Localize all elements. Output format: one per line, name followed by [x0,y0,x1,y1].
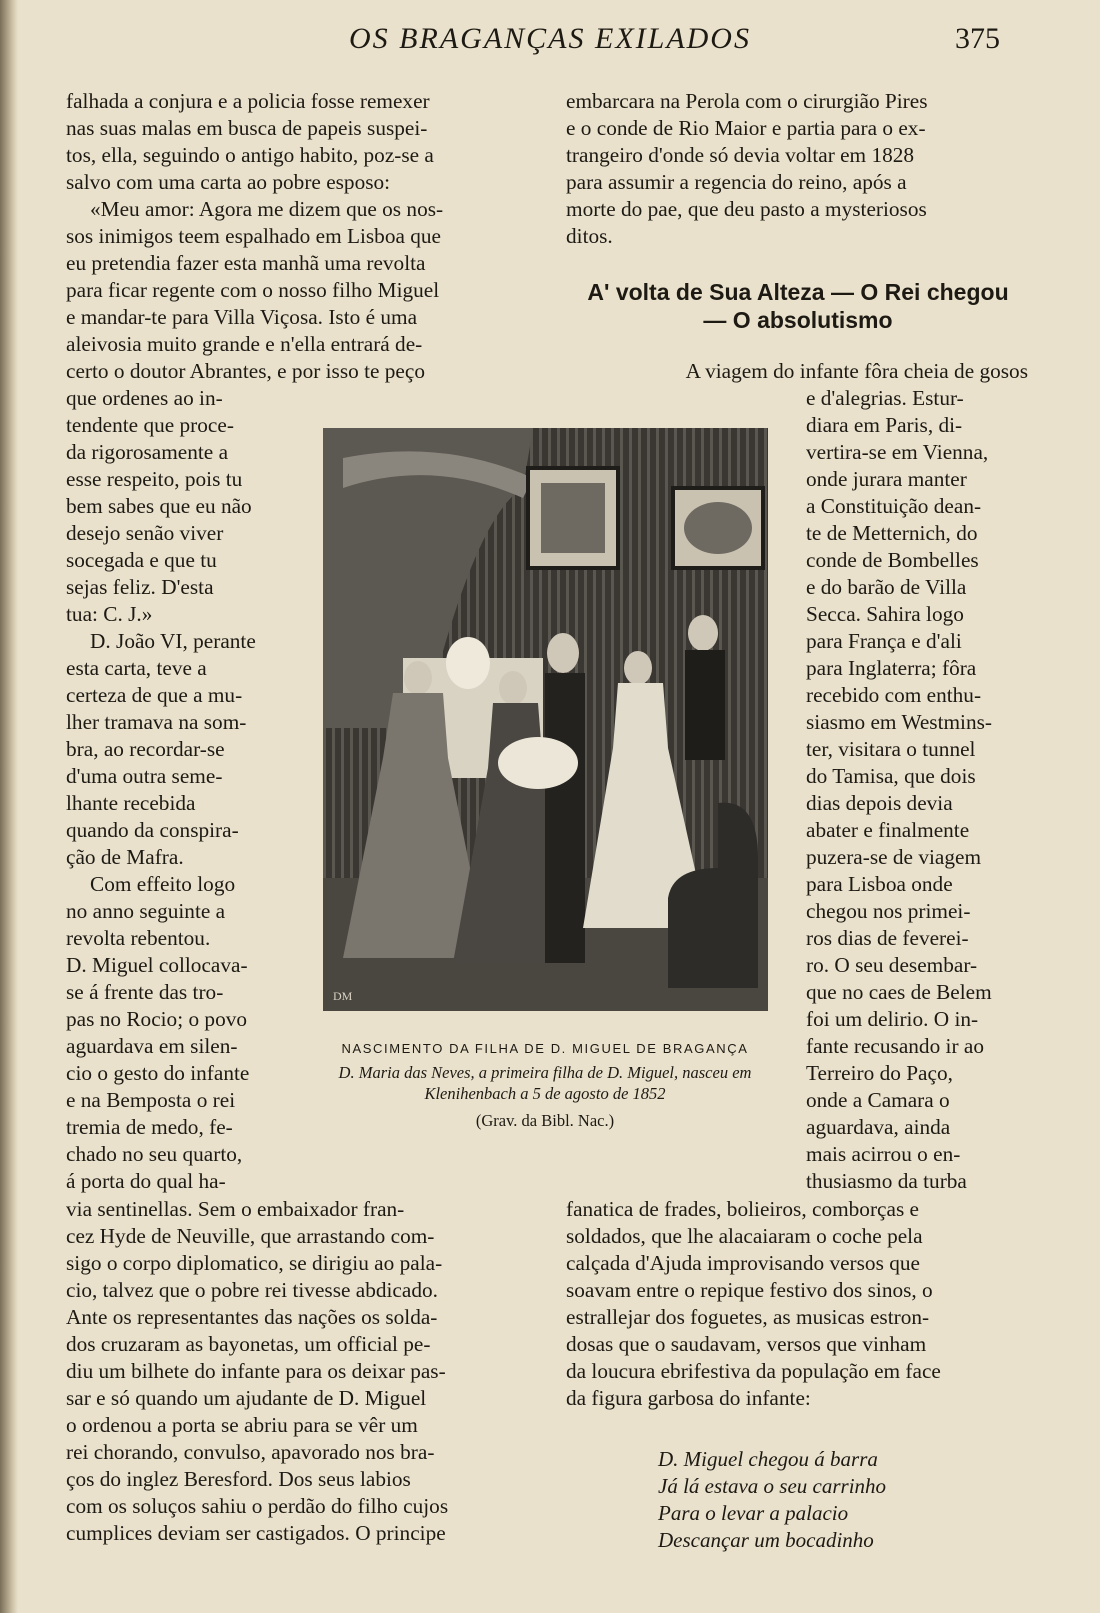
text-line: a Constituição dean- [806,494,982,518]
text-line: ro. O seu desembar- [806,953,978,977]
verse-line: Já lá estava o seu carrinho [658,1474,887,1498]
text-line: falhada a conjura e a policia fosse remexer [66,89,430,113]
text-line: sigo o corpo diplomatico, se dirigiu ao pala- [66,1251,443,1275]
text-line: e d'alegrias. Estur- [806,386,964,410]
text-line: calçada d'Ajuda improvisando versos que [566,1251,920,1275]
right-column-bottom-text [566,1196,1028,1412]
figure-head [624,651,652,685]
text-line: estrallejar dos foguetes, as musicas estron- [566,1305,930,1329]
right-column-top-text [566,88,1028,250]
text-line: D. Miguel collocava- [66,953,248,977]
text-line: sos inimigos teem espalhado em Lisboa que [66,224,441,248]
text-line: recebido com enthu- [806,683,982,707]
text-line: bra, ao recordar-se [66,737,225,761]
text-line: desejo senão viver [66,521,224,545]
man-background [685,650,725,760]
running-header-title: OS BRAGANÇAS EXILADOS [349,22,751,55]
text-line: salvo com uma carta ao pobre esposo: [66,170,391,194]
text-line: diu um bilhete do infante para os deixar pas- [66,1359,446,1383]
text-line: no anno seguinte a [66,899,226,923]
engraver-mark: DM [333,989,353,1003]
text-line: tendente que proce- [66,413,234,437]
text-line: trangeiro d'onde só devia voltar em 1828 [566,143,915,167]
section-heading-line: A' volta de Sua Alteza — O Rei chegou [587,279,1009,305]
text-line: te de Metternich, do [806,521,978,545]
lady-in-bed [446,637,490,689]
text-line: revolta rebentou. [66,926,211,950]
caption-credit: (Grav. da Bibl. Nac.) [475,1111,615,1130]
text-line: do Tamisa, que dois [806,764,976,788]
text-line: pas no Rocio; o povo [66,1007,248,1031]
text-line: da figura garbosa do infante: [566,1386,811,1410]
text-line: que no caes de Belem [806,980,992,1004]
section-intro-line: A viagem do infante fôra cheia de gosos [685,359,1028,383]
text-line: dos cruzaram as bayonetas, um official pe- [66,1332,431,1356]
text-line: o ordenou a porta se abriu para se vêr um [66,1413,418,1437]
text-line: esta carta, teve a [66,656,207,680]
text-line: tua: C. J.» [66,602,153,626]
text-line: foi um delirio. O in- [806,1007,979,1031]
figure-head [499,671,527,705]
text-line: soavam entre o repique festivo dos sinos, o [566,1278,933,1302]
text-line: bem sabes que eu não [66,494,252,518]
left-column-bottom-text [66,1196,526,1547]
text-line: para Lisboa onde [806,872,953,896]
text-line: via sentinellas. Sem o embaixador fran- [66,1197,405,1221]
text-line: á porta do qual ha- [66,1169,226,1193]
text-line: se á frente das tro- [66,980,224,1004]
caption-title: NASCIMENTO DA FILHA DE D. MIGUEL DE BRAGANÇA [341,1041,749,1056]
verse-line: Para o levar a palacio [658,1501,849,1525]
text-line: nas suas malas em busca de papeis suspei- [66,116,428,140]
text-line: lhante recebida [66,791,196,815]
text-line: aguardava em silen- [66,1034,238,1058]
text-line: diara em Paris, di- [806,413,963,437]
page-number: 375 [955,22,1000,55]
text-line: d'uma outra seme- [66,764,223,788]
left-column-narrow-text [66,385,284,1195]
text-line: onde a Camara o [806,1088,950,1112]
text-line: esse respeito, pois tu [66,467,243,491]
text-line: fanatica de frades, bolieiros, comborças e [566,1197,920,1221]
text-line: morte do pae, que deu pasto a mysteriosos [566,197,927,221]
text-line: «Meu amor: Agora me dizem que os nos- [90,197,444,221]
text-line: aleivosia muito grande e n'ella entrará de- [66,332,423,356]
text-line: e na Bemposta o rei [66,1088,236,1112]
text-line: tremia de medo, fe- [66,1115,233,1139]
text-line: puzera-se de viagem [806,845,982,869]
verse-line: Descançar um bocadinho [658,1528,874,1552]
picture-canvas [684,502,752,554]
text-line: conde de Bombelles [806,548,979,572]
text-line: vertira-se em Vienna, [806,440,989,464]
text-line: Ante os representantes das nações os solda- [66,1305,438,1329]
text-line: e o conde de Rio Maior e partia para o ex- [566,116,926,140]
text-line: fante recusando ir ao [806,1034,984,1058]
text-line: sejas feliz. D'esta [66,575,214,599]
figure-head [404,661,432,695]
picture-canvas [541,483,605,553]
figure-head [688,615,718,651]
text-line: ção de Mafra. [66,845,184,869]
text-line: e mandar-te para Villa Viçosa. Isto é uma [66,305,418,329]
left-column-top-text [66,88,522,385]
text-line: embarcara na Perola com o cirurgião Pires [566,89,928,113]
text-line: eu pretendia fazer esta manhã uma revolta [66,251,426,275]
text-line: chado no seu quarto, [66,1142,243,1166]
text-line: para ficar regente com o nosso filho Miguel [66,278,440,302]
text-line: e do barão de Villa [806,575,967,599]
text-line: thusiasmo da turba [806,1169,967,1193]
text-line: tos, ella, seguindo o antigo habito, poz-se a [66,143,434,167]
text-line: dosas que o saudavam, versos que vinham [566,1332,927,1356]
text-line: sar e só quando um ajudante de D. Miguel [66,1386,427,1410]
text-line: quando da conspira- [66,818,239,842]
verse-quatrain [658,1446,1018,1554]
text-line: da loucura ebrifestiva da população em face [566,1359,941,1383]
page-gutter-shadow [0,0,18,1613]
text-line: ros dias de feverei- [806,926,969,950]
text-line: certeza de que a mu- [66,683,243,707]
text-line: certo o doutor Abrantes, e por isso te peço [66,359,425,383]
text-line: com os soluços sahiu o perdão do filho cujos [66,1494,449,1518]
text-line: Secca. Sahira logo [806,602,964,626]
text-line: da rigorosamente a [66,440,229,464]
text-line: aguardava, ainda [806,1115,951,1139]
figure-caption [305,1040,785,1131]
text-line: cumplices deviam ser castigados. O principe [66,1521,446,1545]
engraving-illustration [323,428,768,1011]
text-line: dias depois devia [806,791,953,815]
text-line: rei chorando, convulso, apavorado nos bra- [66,1440,435,1464]
text-line: ditos. [566,224,613,248]
text-line: soldados, que lhe alacaiaram o coche pela [566,1224,923,1248]
text-line: Com effeito logo [90,872,236,896]
text-line: cio, talvez que o pobre rei tivesse abdicado. [66,1278,438,1302]
text-line: cez Hyde de Neuville, que arrastando com- [66,1224,435,1248]
right-column-narrow-text [806,385,1028,1195]
caption-text: D. Maria das Neves, a primeira filha de D. Miguel, nasceu em Klenihenbach a 5 de agosto de 1852 [338,1063,752,1103]
engraving-scene [323,428,768,1011]
text-line: Terreiro do Paço, [806,1061,953,1085]
text-line: para assumir a regencia do reino, após a [566,170,907,194]
verse-line: D. Miguel chegou á barra [658,1447,878,1471]
text-line: lher tramava na som- [66,710,247,734]
text-line: abater e finalmente [806,818,970,842]
text-line: ter, visitara o tunnel [806,737,976,761]
text-line: socegada e que tu [66,548,217,572]
text-line: mais acirrou o en- [806,1142,961,1166]
text-line: siasmo em Westmins- [806,710,993,734]
section-heading-line: — O absolutismo [703,307,893,333]
man-standing [545,673,585,963]
text-line: que ordenes ao in- [66,386,223,410]
figure-head [547,633,579,673]
text-line: para França e d'ali [806,629,962,653]
text-line: ços do inglez Beresford. Dos seus labios [66,1467,411,1491]
text-line: cio o gesto do infante [66,1061,250,1085]
section-heading [560,278,1036,334]
baby-in-arms [498,737,578,789]
text-line: D. João VI, perante [90,629,256,653]
text-line: onde jurara manter [806,467,967,491]
text-line: para Inglaterra; fôra [806,656,977,680]
text-line: chegou nos primei- [806,899,971,923]
